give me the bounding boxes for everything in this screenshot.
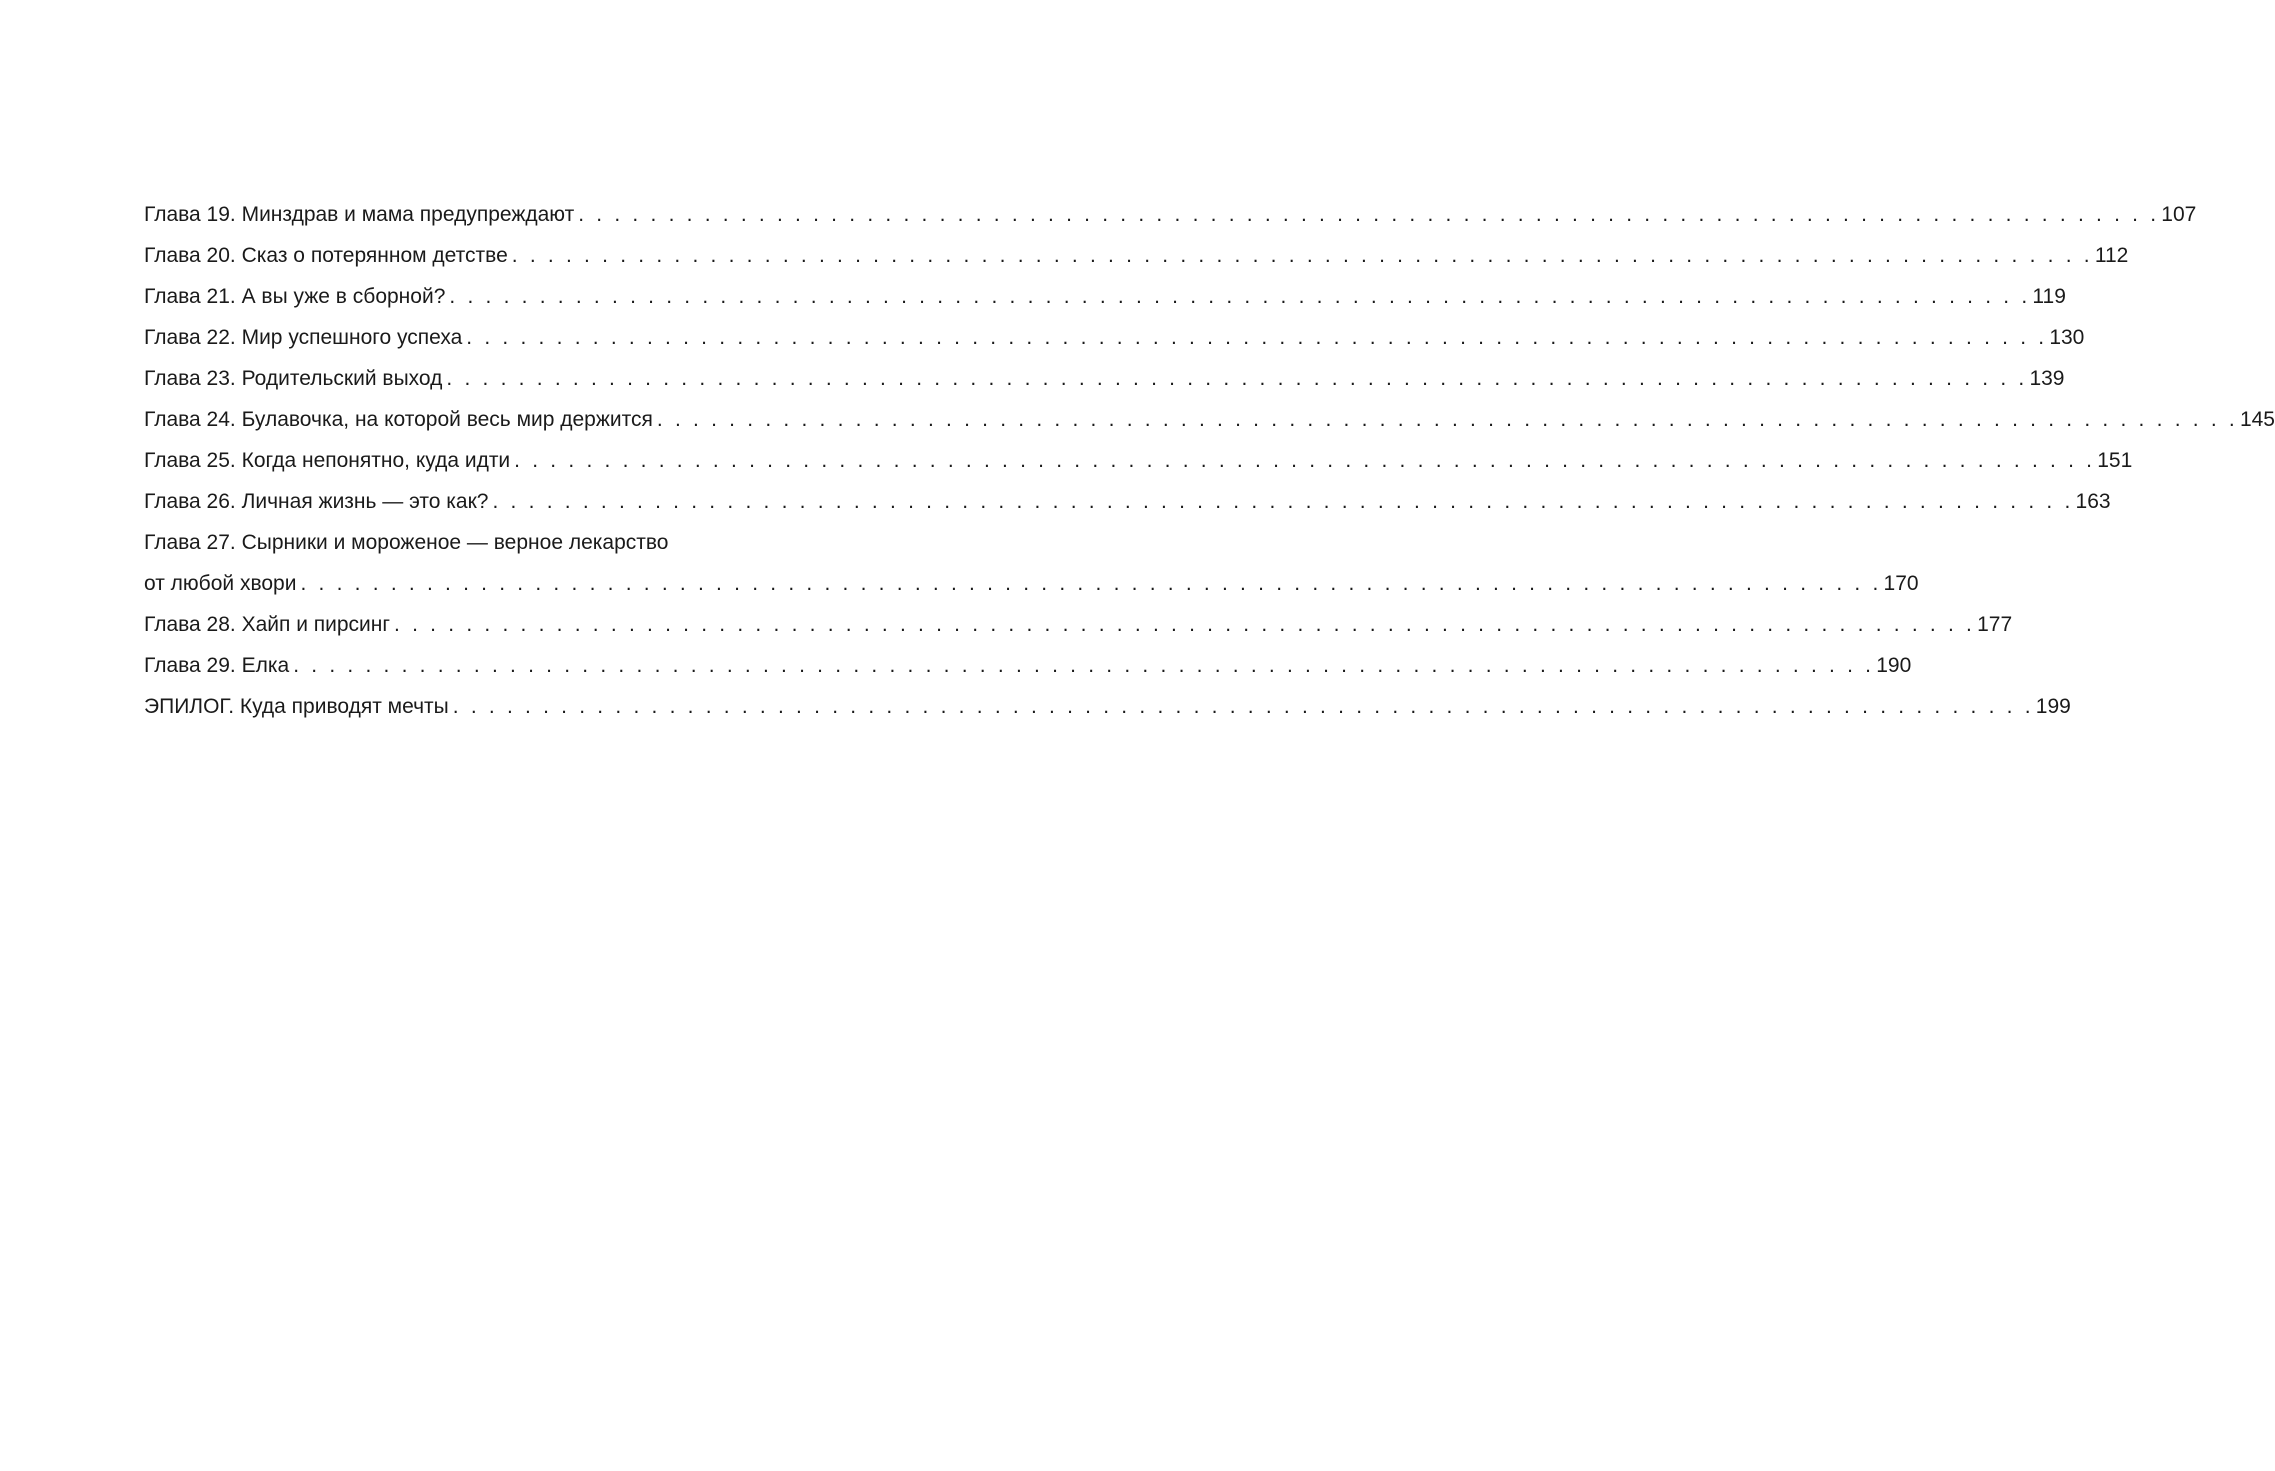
toc-entry-title: Глава 20. Сказ о потерянном детстве	[144, 244, 508, 267]
toc-entry[interactable]	[144, 317, 2085, 358]
toc-entry-page: 112	[2094, 244, 2129, 267]
toc-entry-page: 170	[1883, 572, 1919, 595]
toc-entry-page: 177	[1977, 613, 2013, 636]
toc-leader-dots: . . . . . . . . . . . . . . . . . . . . . . . . . . . . . . . . . . . . . . . . . . . . . . . . . . . . . . . . . . . . . . . . . . . . . . . . . . . . . . . . . . . . . . . .	[449, 285, 2031, 308]
toc-entry-title: Глава 19. Минздрав и мама предупреждают	[144, 203, 575, 226]
toc-leader-dots: . . . . . . . . . . . . . . . . . . . . . . . . . . . . . . . . . . . . . . . . . . . . . . . . . . . . . . . . . . . . . . . . . . . . . . . . . . . . . . . . . . . . . . . .	[466, 326, 2048, 349]
toc-entry-page: 107	[2161, 203, 2197, 226]
toc-leader-dots: . . . . . . . . . . . . . . . . . . . . . . . . . . . . . . . . . . . . . . . . . . . . . . . . . . . . . . . . . . . . . . . . . . . . . . . . . . . . . . . . . . . . . . . .	[492, 490, 2074, 513]
toc-entry[interactable]	[144, 686, 2071, 727]
toc-entry-title: Глава 26. Личная жизнь — это как?	[144, 490, 489, 513]
toc-leader-dots: . . . . . . . . . . . . . . . . . . . . . . . . . . . . . . . . . . . . . . . . . . . . . . . . . . . . . . . . . . . . . . . . . . . . . . . . . . . . . . . . . . . . . . . .	[578, 203, 2160, 226]
toc-entry-page: 151	[2097, 449, 2133, 472]
toc-entry[interactable]	[144, 645, 1912, 686]
toc-entry-title: ЭПИЛОГ. Куда приводят мечты	[144, 695, 449, 718]
toc-leader-dots: . . . . . . . . . . . . . . . . . . . . . . . . . . . . . . . . . . . . . . . . . . . . . . . . . . . . . . . . . . . . . . . . . . . . . . . . . . . . . . . . . . . . . . . .	[446, 367, 2028, 390]
toc-entry-title: Глава 25. Когда непонятно, куда идти	[144, 449, 511, 472]
toc-entry-title: Глава 22. Мир успешного успеха	[144, 326, 463, 349]
toc-leader-dots: . . . . . . . . . . . . . . . . . . . . . . . . . . . . . . . . . . . . . . . . . . . . . . . . . . . . . . . . . . . . . . . . . . . . . . . . . . . . . . . . . . . . . . . .	[300, 572, 1882, 595]
toc-entry[interactable]	[144, 604, 2013, 645]
toc-entry[interactable]	[144, 194, 2197, 235]
toc-entry-title: Глава 29. Елка	[144, 654, 290, 677]
toc-entry-page: 190	[1876, 654, 1912, 677]
toc-entry-page: 199	[2035, 695, 2071, 718]
toc-entry[interactable]	[144, 399, 2275, 440]
toc-entry[interactable]	[144, 440, 2133, 481]
toc-entry-first-line[interactable]	[144, 522, 858, 563]
toc-entry-page: 145	[2239, 408, 2275, 431]
toc-entry-title: Глава 21. А вы уже в сборной?	[144, 285, 446, 308]
toc-entry-title: Глава 23. Родительский выход	[144, 367, 443, 390]
toc-entry[interactable]	[144, 235, 2129, 276]
toc-entry-title: Глава 24. Булавочка, на которой весь мир держится	[144, 408, 653, 431]
toc-entry-page: 119	[2032, 285, 2066, 308]
toc-entry-page: 130	[2049, 326, 2085, 349]
toc-leader-dots: . . . . . . . . . . . . . . . . . . . . . . . . . . . . . . . . . . . . . . . . . . . . . . . . . . . . . . . . . . . . . . . . . . . . . . . . . . . . . . . . . . . . . . . .	[452, 695, 2034, 718]
toc-leader-dots: . . . . . . . . . . . . . . . . . . . . . . . . . . . . . . . . . . . . . . . . . . . . . . . . . . . . . . . . . . . . . . . . . . . . . . . . . . . . . . . . . . . . . . . .	[514, 449, 2096, 472]
toc-entry-page: 163	[2075, 490, 2111, 513]
toc-entry-page: 139	[2029, 367, 2065, 390]
toc-leader-dots: . . . . . . . . . . . . . . . . . . . . . . . . . . . . . . . . . . . . . . . . . . . . . . . . . . . . . . . . . . . . . . . . . . . . . . . . . . . . . . . . . . . . . . . .	[511, 244, 2093, 267]
toc-entry[interactable]	[144, 276, 2066, 317]
toc-leader-dots: . . . . . . . . . . . . . . . . . . . . . . . . . . . . . . . . . . . . . . . . . . . . . . . . . . . . . . . . . . . . . . . . . . . . . . . . . . . . . . . . . . . . . . . .	[293, 654, 1875, 677]
toc-entry[interactable]	[144, 481, 2111, 522]
toc-entry-title: от любой хвори	[144, 572, 297, 595]
toc-entry-title-line1: Глава 27. Сырники и мороженое — верное лекарство	[144, 531, 669, 554]
toc-entry[interactable]	[144, 563, 1919, 604]
toc-leader-dots: . . . . . . . . . . . . . . . . . . . . . . . . . . . . . . . . . . . . . . . . . . . . . . . . . . . . . . . . . . . . . . . . . . . . . . . . . . . . . . . . . . . . . . . .	[394, 613, 1976, 636]
toc-entry[interactable]	[144, 358, 2065, 399]
toc-entry-title: Глава 28. Хайп и пирсинг	[144, 613, 391, 636]
table-of-contents	[144, 194, 2275, 727]
toc-leader-dots: . . . . . . . . . . . . . . . . . . . . . . . . . . . . . . . . . . . . . . . . . . . . . . . . . . . . . . . . . . . . . . . . . . . . . . . . . . . . . . . . . . . . . . . .	[656, 408, 2238, 431]
